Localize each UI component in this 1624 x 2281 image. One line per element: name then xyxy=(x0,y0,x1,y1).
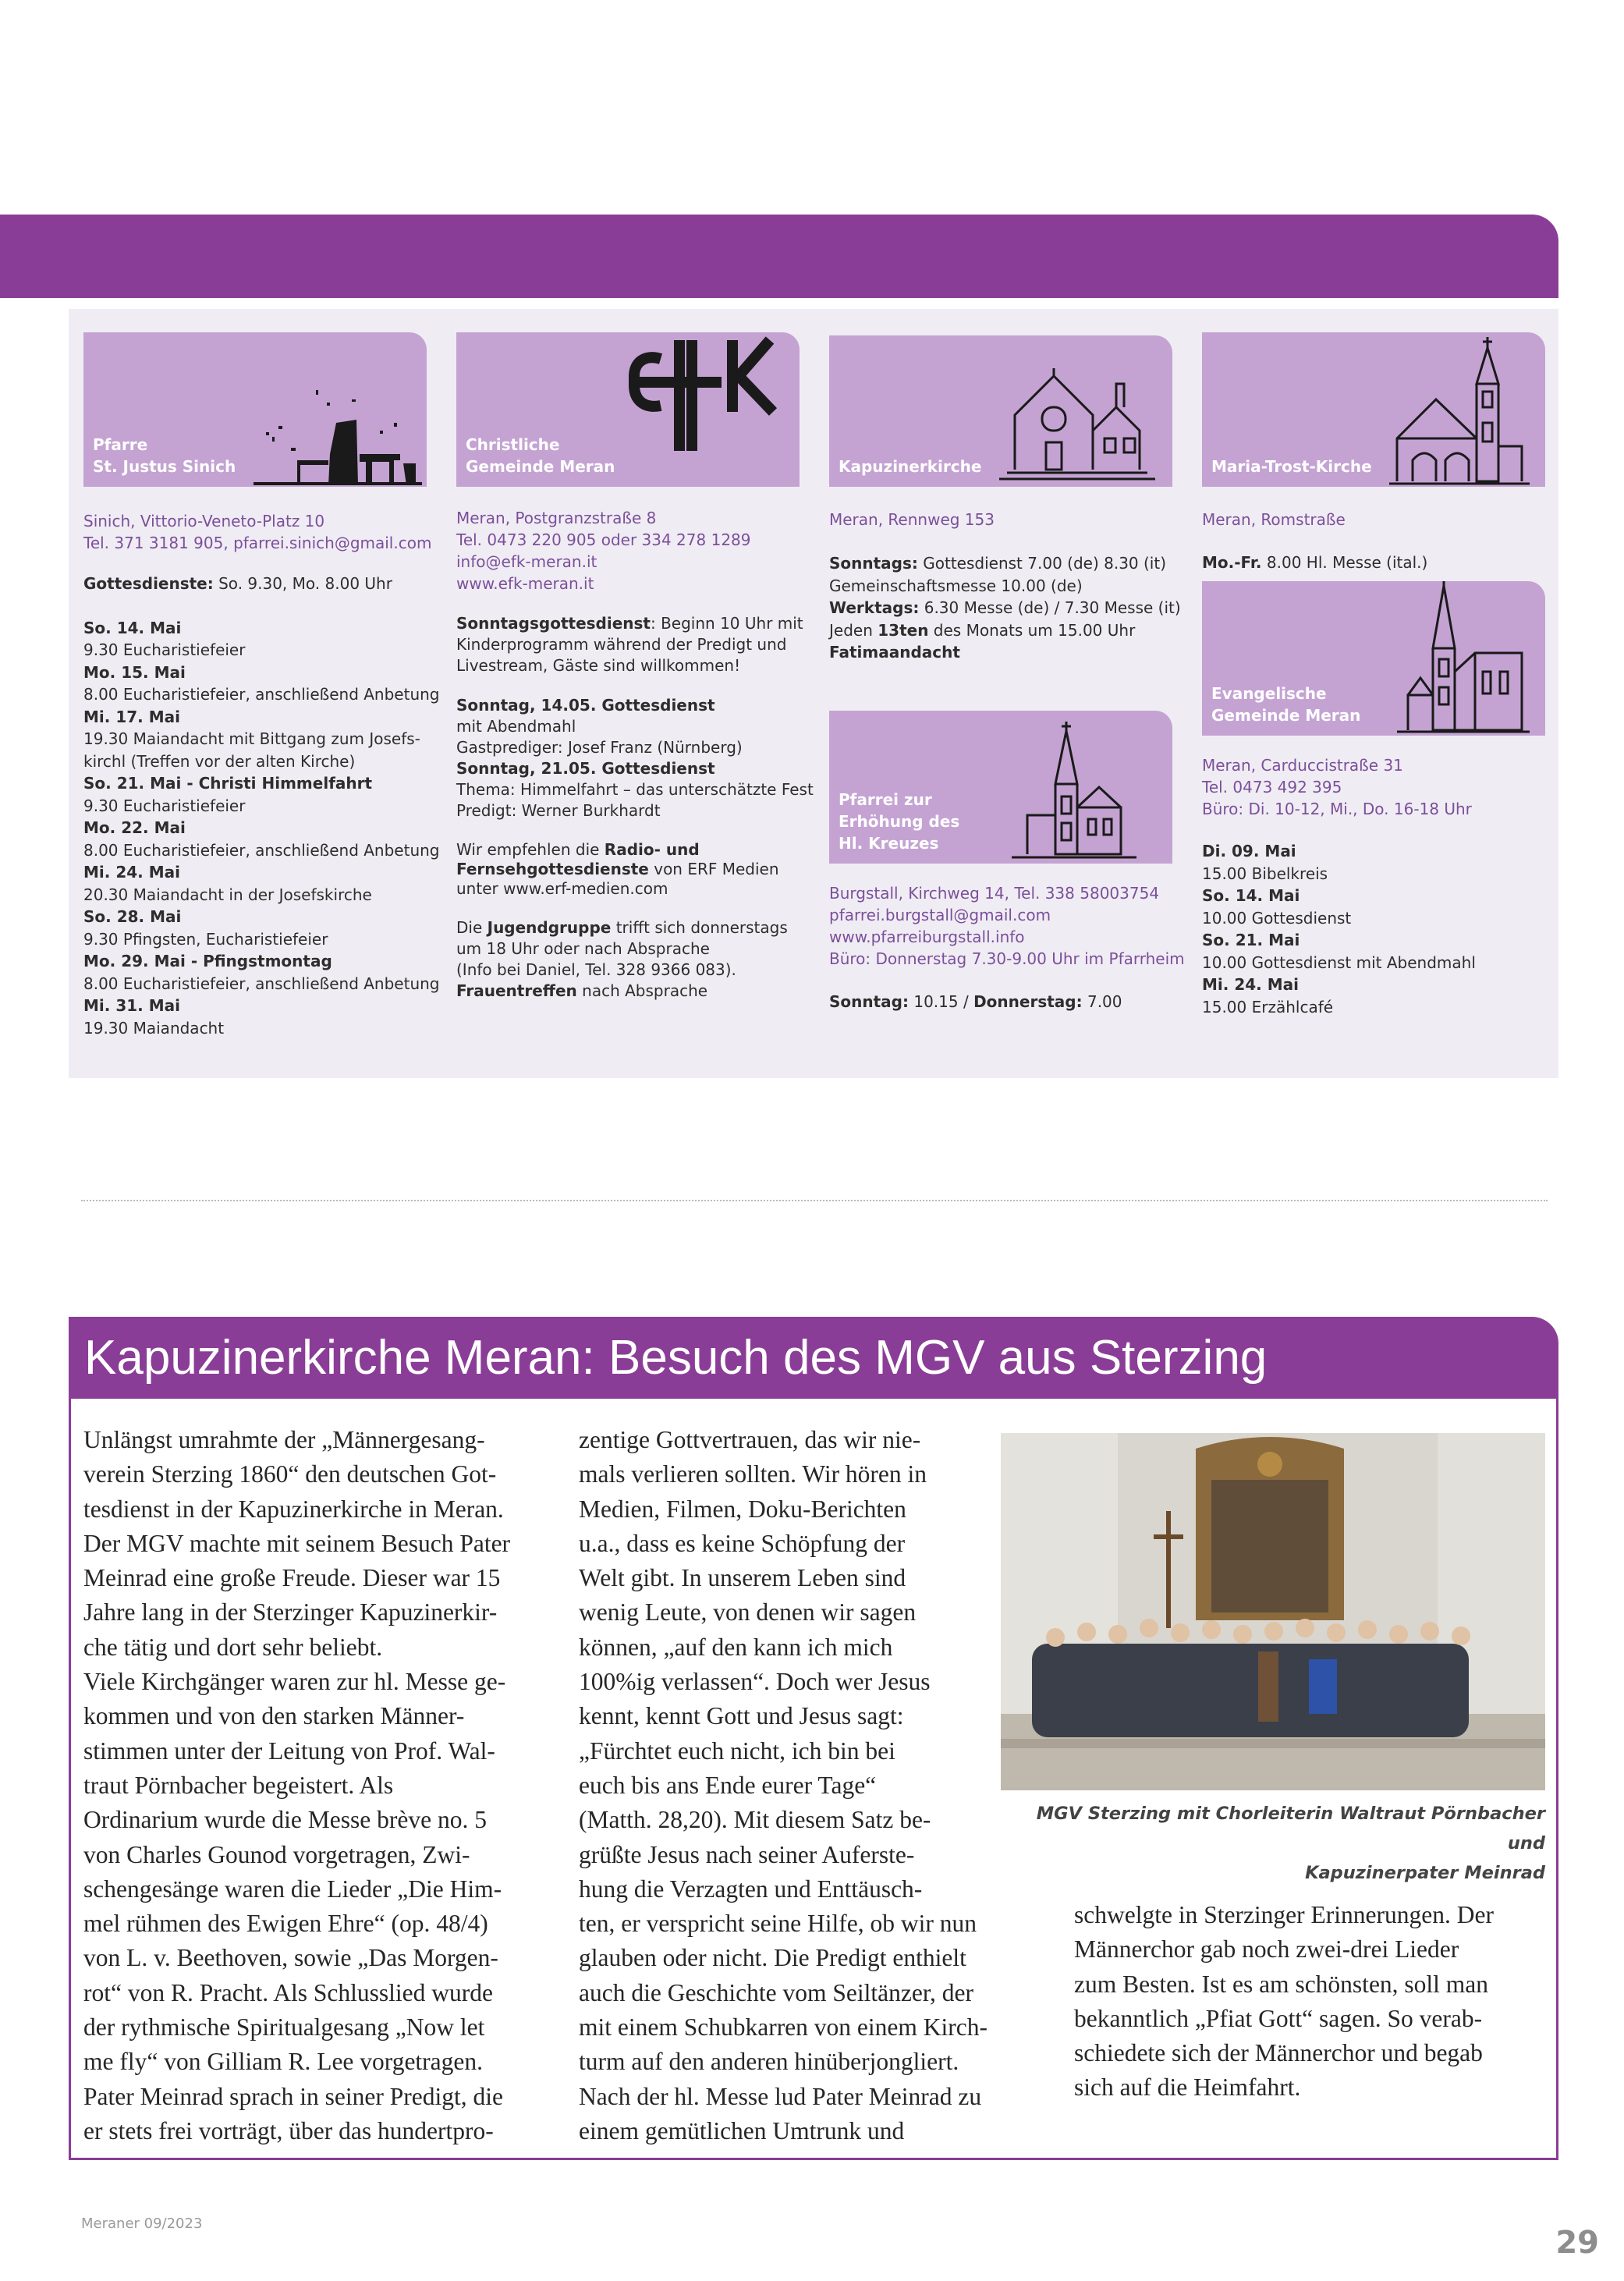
burgstall-schedule: Sonntag: 10.15 / Donnerstag: 7.00 xyxy=(829,992,1122,1011)
church-box xyxy=(829,711,1172,864)
church-schedule-panel xyxy=(69,309,1558,1078)
church-box xyxy=(1202,581,1545,736)
church-schedule: Gottesdienste: So. 9.30, Mo. 8.00 Uhr So. 14. Mai 9.30 Eucharistiefeier Mo. 15. Mai 8.00 Eucharistiefeier, anschließend Anbetung Mi. 17. Mai 19.30 Maiandacht mit Bittgang zum Josefs- kirchl (Treffen vor der alten Kirche) So. 21. Mai - Christi Himmelfahrt 9.30 Eucharistiefeier Mo. 22. Mai 8.00 Eucharistiefeier, anschließend Anbetung Mi. 24. Mai 20.30 Maiandacht in der Josefskirche So. 28. Mai 9.30 Pfingsten, Eucharistiefeier Mo. 29. Mai - Pfingstmontag 8.00 Eucharistiefeier, anschließend Anbetung Mi. 31. Mai 19.30 Maiandacht xyxy=(83,574,440,1038)
church-address: Sinich, Vittorio-Veneto-Platz 10 Tel. 371 3181 905, pfarrei.sinich@gmail.com xyxy=(83,512,432,552)
article-column-3: schwelgte in Sterzinger Erinnerungen. Der Männerchor gab noch zwei-drei Lieder zum Besten. Ist es am schönsten, soll man bekanntlich „Pfiat Gott“ sagen. So verab- schiedete sich der Männerchor und begab sich auf die Heimfahrt. xyxy=(1074,1901,1494,2102)
church-box xyxy=(456,332,800,487)
header-bar xyxy=(0,215,1558,298)
maria-trost-schedule: Mo.-Fr. 8.00 Hl. Messe (ital.) xyxy=(1202,553,1428,572)
church-title: Christliche Gemeinde Meran xyxy=(466,435,615,476)
monastery-icon xyxy=(999,353,1155,485)
church-address: Meran, Postgranzstraße 8 Tel. 0473 220 905 oder 334 278 1289 info@efk-meran.it www.efk-meran.it xyxy=(456,509,751,593)
efk-youth-info: Die Jugendgruppe trifft sich donnerstags um 18 Uhr oder nach Absprache (Info bei Daniel, Tel. 328 9366 083). Frauentreffen nach Absprache xyxy=(456,918,788,1000)
kapuziner-schedule: Sonntags: Gottesdienst 7.00 (de) 8.30 (it) Gemeinschaftsmesse 10.00 (de) Werktags: 6.30 Messe (de) / 7.30 Messe (it) Jeden 13ten des Monats um 15.00 Uhr Fatimaandacht xyxy=(829,554,1181,662)
church-ruin-icon xyxy=(219,376,422,485)
efk-logo-icon: EFK xyxy=(614,332,785,456)
section-divider xyxy=(81,1200,1548,1201)
photo-caption: MGV Sterzing mit Chorleiterin Waltraut Pörnbacher und Kapuzinerpater Meinrad xyxy=(1036,1804,1545,1883)
group-photo-icon xyxy=(1001,1433,1545,1790)
church-title: Evangelische Gemeinde Meran xyxy=(1211,684,1361,725)
evangelical-schedule: Di. 09. Mai 15.00 Bibelkreis So. 14. Mai 10.00 Gottesdienst So. 21. Mai 10.00 Gottesdienst mit Abendmahl Mi. 24. Mai 15.00 Erzählcafé xyxy=(1202,842,1476,1016)
church-box xyxy=(1202,332,1545,487)
group-photo xyxy=(1001,1433,1545,1790)
church-box xyxy=(83,332,427,487)
article-headline: Kapuzinerkirche Meran: Besuch des MGV aus Sterzing xyxy=(84,1331,1268,1385)
article-header xyxy=(69,1317,1558,1399)
church-title: Kapuzinerkirche xyxy=(839,457,982,476)
efk-radio-info: Wir empfehlen die Radio- und Fernsehgottesdienste von ERF Medien unter www.erf-medien.com xyxy=(456,840,779,898)
church-spire-icon xyxy=(1012,722,1136,862)
church-title: Pfarre St. Justus Sinich xyxy=(93,435,236,476)
page-number: 29 xyxy=(1555,2225,1599,2261)
church-address: Burgstall, Kirchweg 14, Tel. 338 58003754 pfarrei.burgstall@gmail.com www.pfarreiburgstall.info Büro: Donnerstag 7.30-9.00 Uhr im Pfarrheim xyxy=(829,883,1185,968)
church-column-sinich xyxy=(83,332,442,1039)
church-column-maria-trost xyxy=(1202,332,1561,1018)
efk-sunday-info: Sonntagsgottesdienst: Beginn 10 Uhr mit Kinderprogramm während der Predigt und Livestream, Gäste sind willkommen! xyxy=(456,614,803,675)
efk-services: Sonntag, 14.05. Gottesdienst mit Abendmahl Gastprediger: Josef Franz (Nürnberg) Sonntag, 21.05. Gottesdienst Thema: Himmelfahrt – das unterschätzte Fest Predigt: Werner Burkhardt xyxy=(456,696,814,820)
article-column-2: zentige Gottvertrauen, das wir nie- mals verlieren sollten. Wir hören in Medien, Filmen, Doku-Berichten u.a., dass es keine Schöpfung der Welt gibt. In unserem Leben sind wenig Leute, von denen wir sagen können, „auf den kann ich mich 100%ig verlassen“. Doch wer Jesus kennt, kennt Gott und Jesus sagt: „Fürchtet euch nicht, ich bin bei euch bis ans Ende eurer Tage“ (Matth. 28,20). Mit diesem Satz be- grüßte Jesus nach seiner Auferste- hung die Verzagten und Enttäusch- ten, er verspricht seine Hilfe, ob wir nun glauben oder nicht. Die Predigt enthielt auch die Geschichte vom Seiltänzer, der mit einem Schubkarren von einem Kirch- turm auf den anderen hinüberjongliert. Nach der hl. Messe lud Pater Meinrad zu einem gemütlichen Umtrunk und xyxy=(579,1426,988,2144)
church-box xyxy=(829,335,1172,487)
church-title: Maria-Trost-Kirche xyxy=(1211,457,1372,476)
footer-issue: Meraner 09/2023 xyxy=(81,2215,203,2232)
church-title: Pfarrei zur Erhöhung des Hl. Kreuzes xyxy=(839,789,960,853)
gothic-church-icon xyxy=(1397,581,1530,734)
church-address: Meran, Romstraße xyxy=(1202,510,1346,529)
church-tower-icon xyxy=(1389,337,1530,485)
article-column-1: Unlängst umrahmte der „Männergesang- verein Sterzing 1860“ den deutschen Got- tesdienst in der Kapuzinerkirche in Meran. Der MGV machte mit seinem Besuch Pater Meinrad eine große Freude. Dieser war 15 Jahre lang in der Sterzinger Kapuzinerkir- che tätig und dort sehr beliebt. Viele Kirchgänger waren zur hl. Messe ge- kommen und von den starken Männer- stimmen unter der Leitung von Prof. Wal- traut Pörnbacher begeistert. Als Ordinarium wurde die Messe brève no. 5 von Charles Gounod vorgetragen, Zwi- schengesänge waren die Lieder „Die Him- mel rühmen des Ewigen Ehre“ (op. 48/4) von L. v. Beethoven, sowie „Das Morgen- rot“ von R. Pracht. Als Schlusslied wurde der rythmische Spiritualgesang „Now let me fly“ von Gilliam R. Lee vorgetragen. Pater Meinrad sprach in seiner Predigt, die er stets frei vorträgt, über das hundertpro- xyxy=(83,1426,511,2144)
church-address: Meran, Carduccistraße 31 Tel. 0473 492 395 Büro: Di. 10-12, Mi., Do. 16-18 Uhr xyxy=(1202,756,1472,818)
church-column-kapuziner xyxy=(829,332,1188,1013)
church-column-efk xyxy=(456,332,815,1002)
church-address: Meran, Rennweg 153 xyxy=(829,510,995,529)
